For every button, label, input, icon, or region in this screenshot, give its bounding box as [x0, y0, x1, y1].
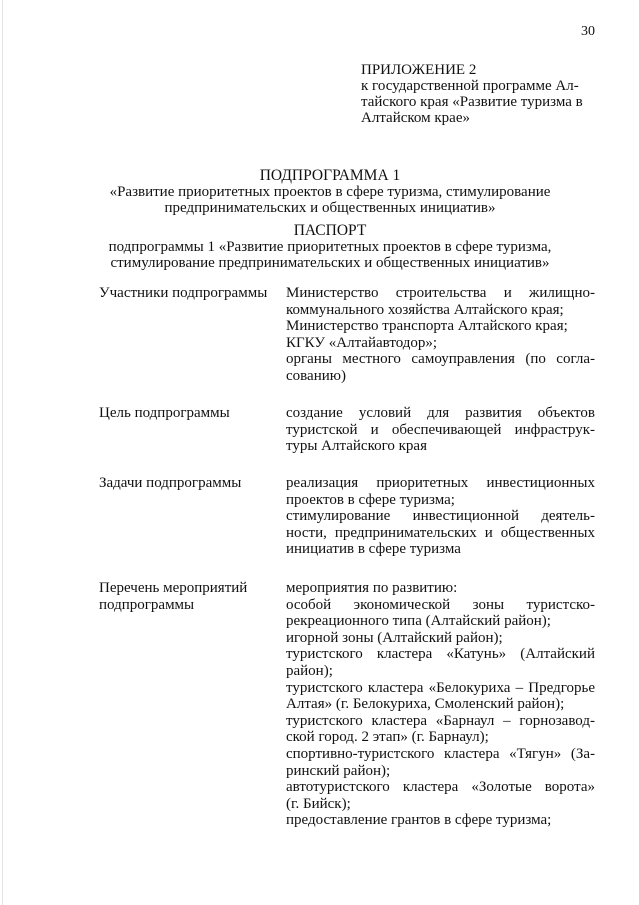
content-line: ности, предпринимательских и общественных	[286, 524, 595, 541]
subprogram-title-line: «Развитие приоритетных проектов в сфере туризма, стимулирование	[109, 184, 551, 200]
appendix-header	[361, 62, 593, 126]
subprogram-title-block	[60, 168, 600, 216]
content-line: реализация приоритетных инвестиционных	[286, 475, 595, 491]
content-line: туристского кластера «Барнаул – горнозавод-	[286, 712, 595, 729]
content-line: проектов в сфере туризма;	[286, 491, 455, 508]
row-label-line: подпрограммы	[99, 596, 195, 613]
content-line: сованию)	[286, 367, 346, 384]
content-line: спортивно-туристского кластера «Тягун» (За-	[286, 745, 595, 762]
content-line: стимулирование инвестиционной деятель-	[286, 508, 595, 525]
passport-title-block	[60, 223, 600, 271]
passport-heading: ПАСПОРТ	[293, 222, 367, 239]
content-line: туристского кластера «Белокуриха – Предгорье	[286, 679, 595, 696]
row-label-line: Цель подпрограммы	[99, 405, 230, 421]
row-content	[286, 285, 595, 385]
content-line: мероприятия по развитию:	[286, 580, 458, 596]
appendix-line: Алтайском крае»	[361, 110, 470, 126]
content-line: инициатив в сфере туризма	[286, 541, 461, 558]
passport-title-line: стимулирование предпринимательских и общественных инициатив»	[110, 255, 550, 271]
row-label	[99, 285, 279, 302]
passport-title-line: подпрограммы 1 «Развитие приоритетных проектов в сфере туризма,	[108, 239, 552, 255]
appendix-line: к государственной программе Ал-	[361, 78, 579, 94]
page-number: 30	[581, 24, 595, 39]
row-label-line: Задачи подпрограммы	[99, 475, 242, 491]
row-content	[286, 580, 595, 829]
content-line: (г. Бийск);	[286, 795, 351, 812]
content-line: Министерство строительства и жилищно-	[286, 285, 595, 301]
content-line: ринский район);	[286, 762, 391, 779]
row-label	[99, 405, 279, 422]
content-line: игорной зоны (Алтайский район);	[286, 629, 503, 646]
content-line: туры Алтайского края	[286, 438, 427, 455]
content-line: туристского кластера «Катунь» (Алтайский	[286, 646, 595, 663]
content-line: создание условий для развития объектов	[286, 405, 595, 421]
content-line: Министерство транспорта Алтайского края;	[286, 318, 568, 335]
row-label	[99, 475, 279, 492]
row-label	[99, 580, 279, 613]
row-content	[286, 405, 595, 455]
content-line: ской город. 2 этап» (г. Барнаул);	[286, 729, 489, 746]
row-label-line: Участники подпрограммы	[99, 285, 268, 301]
row-content	[286, 475, 595, 558]
appendix-line: тайского края «Развитие туризма в	[361, 94, 583, 110]
content-line: коммунального хозяйства Алтайского края;	[286, 301, 564, 318]
content-line: Алтая» (г. Белокуриха, Смоленский район);	[286, 696, 565, 713]
subprogram-heading: ПОДПРОГРАММА 1	[259, 167, 401, 184]
content-line: КГКУ «Алтайавтодор»;	[286, 334, 438, 351]
content-line: органы местного самоуправления (по согла-	[286, 351, 595, 368]
content-line: район);	[286, 662, 333, 679]
content-line: туристской и обеспечивающей инфраструк-	[286, 421, 595, 438]
row-label-line: Перечень мероприятий	[99, 580, 248, 596]
appendix-title: ПРИЛОЖЕНИЕ 2	[361, 62, 477, 78]
content-line: рекреационного типа (Алтайский район);	[286, 613, 551, 630]
page-edge-line	[2, 0, 3, 905]
content-line: предоставление грантов в сфере туризма;	[286, 812, 552, 829]
content-line: автотуристского кластера «Золотые ворота»	[286, 779, 595, 796]
subprogram-title-line: предпринимательских и общественных инициатив»	[164, 200, 496, 216]
content-line: особой экономической зоны туристско-	[286, 596, 595, 613]
